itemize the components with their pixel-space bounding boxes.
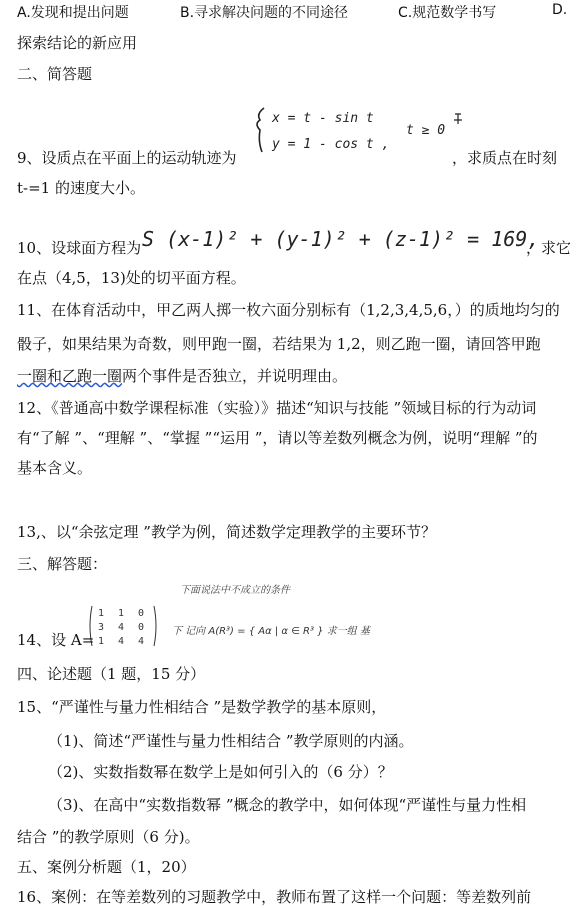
handwriting-image-3	[180, 578, 380, 600]
option-b: B.寻求解决问题的不同途径	[180, 5, 349, 21]
q11-line3	[17, 366, 347, 386]
svg-text:0: 0	[138, 622, 145, 633]
q12-line3: 基本含义。	[17, 459, 93, 477]
q10-line1b: ，求它	[526, 239, 572, 257]
hand-note-top: 下面说法中不成立的条件	[180, 585, 290, 596]
svg-text:4: 4	[118, 622, 125, 633]
svg-text:4: 4	[138, 636, 145, 647]
svg-text:1: 1	[98, 608, 105, 619]
option-a: A.发现和提出问题	[17, 5, 129, 21]
q11-line2: 骰子，如果结果为奇数，则甲跑一圈，若结果为 1,2，则乙跑一圈，请回答甲跑	[17, 335, 541, 353]
q15-sub3: （3)、在高中“实数指数幂 ”概念的教学中，如何体现“严谨性与量力性相	[48, 796, 527, 814]
option-d: D.	[552, 2, 568, 18]
hand-condition: t ≥ 0	[406, 123, 446, 138]
q15-line1: 15、“严谨性与量力性相结合 ”是数学教学的基本原则，	[17, 698, 387, 716]
handwritten-sphere-equation	[142, 220, 540, 264]
handwriting-image	[250, 102, 480, 158]
q10-line2: 在点（4,5，13)处的切平面方程。	[17, 269, 246, 287]
section-heading-2: 二、简答题	[17, 65, 93, 83]
q15-sub1: （1)、简述“严谨性与量力性相结合 ”教学原则的内涵。	[48, 732, 414, 750]
option-c: C.规范数学书写	[398, 5, 497, 21]
q13-line: 13,、以“余弦定理 ”教学为例，简述数学定理教学的主要环节？	[17, 523, 436, 541]
q11-underlined-text: 一圈和乙跑一圈	[17, 367, 123, 385]
q9-line1b: ，求质点在时刻	[452, 149, 558, 167]
svg-text:3: 3	[98, 622, 105, 633]
handwritten-note-top	[180, 578, 380, 604]
q12-line1: 12、《普通高中数学课程标准（实验）》描述“知识与技能 ”领域目标的行为动词	[17, 399, 537, 417]
handwriting-image-4	[88, 604, 488, 648]
svg-text:1: 1	[118, 608, 125, 619]
section-heading-4: 四、论述题（1 题，15 分）	[17, 665, 206, 683]
option-d-continued: 探索结论的新应用	[17, 34, 138, 52]
q12-line2: 有“了解 ”、“理解 ”、“掌握 ”“运用 ”，请以等差数列概念为例，说明“理解 ”的	[17, 429, 538, 447]
handwriting-image-2	[142, 220, 540, 260]
hand-sphere-eq: S (x-1)² + (y-1)² + (z-1)² = 169,	[142, 227, 540, 251]
hand-y-eq: y = 1 - cos t ,	[272, 137, 390, 152]
svg-text:1: 1	[98, 636, 105, 647]
svg-text:4: 4	[118, 636, 125, 647]
section-heading-5: 五、案例分析题（1，20）	[17, 858, 196, 876]
q14-prefix: 14、设 A=	[17, 631, 95, 649]
hand-x-eq: x = t - sin t	[272, 111, 374, 126]
q10-line1a: 10、设球面方程为	[17, 239, 142, 257]
q15-sub2: （2)、实数指数幂在数学上是如何引入的（6 分）？	[48, 763, 393, 781]
svg-text:0: 0	[138, 608, 145, 619]
q9-line1	[17, 148, 237, 168]
q15-sub3-cont: 结合 ”的教学原则（6 分)。	[17, 828, 200, 846]
section-heading-3: 三、解答题：	[17, 555, 108, 573]
q16-line1: 16、案例：在等差数列的习题教学中，教师布置了这样一个问题：等差数列前	[17, 888, 532, 906]
hand-matrix-text: 下 记向 A(R³) = { Aα | α ∈ R³ } 求一组 基	[172, 626, 370, 637]
q9-text-a: 9、设质点在平面上的运动轨迹为	[17, 149, 237, 167]
handwritten-matrix	[88, 604, 488, 652]
q9-line2: t-=1 的速度大小。	[17, 179, 145, 197]
handwritten-trajectory	[250, 102, 480, 162]
q11-line3-rest: 两个事件是否独立，并说明理由。	[122, 367, 348, 385]
q11-line1: 11、在体育活动中，甲乙两人掷一枚六面分别标有（1,2,3,4,5,6，）的质地均匀的	[17, 301, 560, 319]
